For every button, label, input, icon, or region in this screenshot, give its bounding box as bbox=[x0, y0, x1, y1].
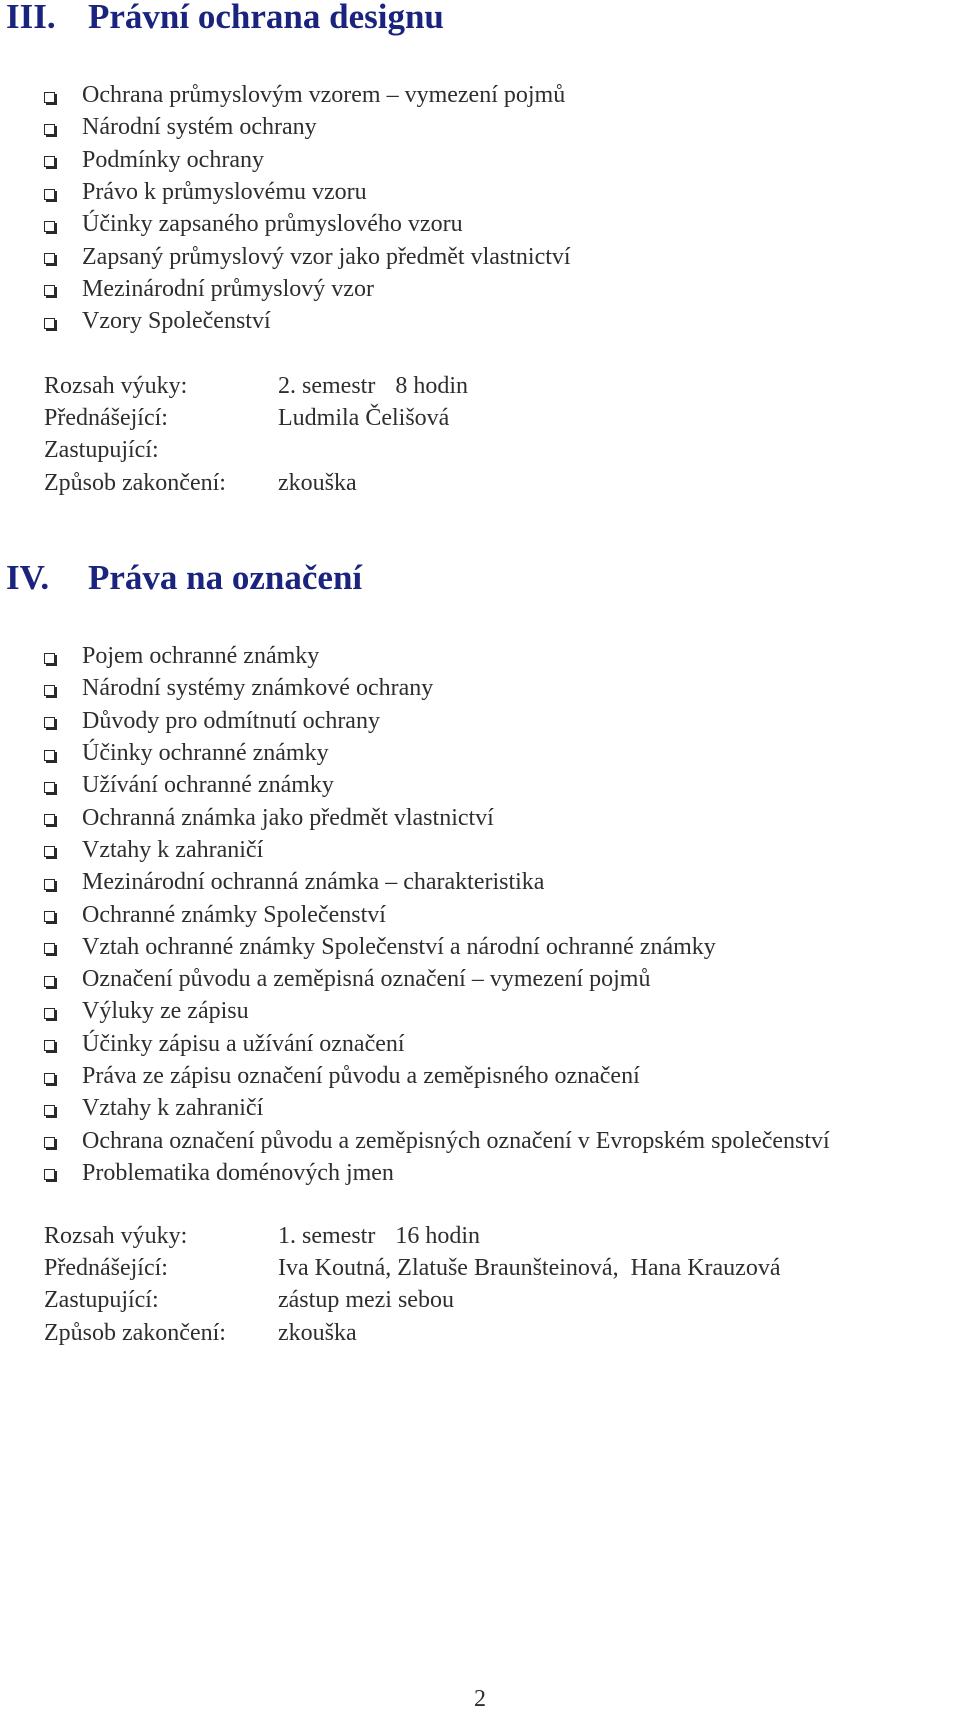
checkbox-icon bbox=[44, 221, 55, 232]
list-item-text: Práva ze zápisu označení původu a zeměpisného označení bbox=[82, 1063, 640, 1089]
substitute-value: zástup mezi sebou bbox=[278, 1287, 454, 1314]
checkbox-icon bbox=[44, 1073, 55, 1084]
info-row-substitute bbox=[44, 1285, 781, 1317]
list-item bbox=[44, 705, 830, 737]
list-item bbox=[44, 898, 830, 930]
semester-value: 2. semestr bbox=[278, 372, 376, 399]
info-label: Způsob zakončení: bbox=[44, 1319, 226, 1346]
info-label: Rozsah výuky: bbox=[44, 1222, 188, 1249]
list-item-text: Podmínky ochrany bbox=[82, 146, 264, 173]
checkbox-icon bbox=[44, 156, 55, 167]
list-item bbox=[44, 995, 830, 1027]
list-item-text: Vzory Společenství bbox=[82, 308, 271, 335]
info-row-completion bbox=[44, 467, 468, 499]
list-item-text: Mezinárodní ochranná známka – charakteristika bbox=[82, 869, 545, 896]
info-label: Rozsah výuky: bbox=[44, 372, 188, 399]
list-item bbox=[44, 963, 830, 995]
info-label: Přednášející: bbox=[44, 1254, 168, 1281]
list-item-text: Mezinárodní průmyslový vzor bbox=[82, 275, 374, 302]
section-number: IV. bbox=[6, 558, 50, 597]
list-item bbox=[44, 144, 571, 176]
info-row-substitute bbox=[44, 435, 468, 467]
checkbox-icon bbox=[44, 976, 55, 987]
list-item-text: Pojem ochranné známky bbox=[82, 643, 320, 670]
checkbox-icon bbox=[44, 1137, 55, 1148]
section-heading-iii bbox=[6, 0, 444, 37]
page-number: 2 bbox=[474, 1686, 486, 1712]
list-item-text: Označení původu a zeměpisná označení – vymezení pojmů bbox=[82, 966, 651, 993]
info-label: Zastupující: bbox=[44, 1287, 159, 1314]
topic-list-iii bbox=[44, 79, 571, 337]
list-item bbox=[44, 273, 571, 305]
checkbox-icon bbox=[44, 318, 55, 329]
course-info-iii bbox=[44, 370, 468, 499]
info-row-lecturer bbox=[44, 402, 468, 434]
list-item bbox=[44, 240, 571, 272]
checkbox-icon bbox=[44, 1008, 55, 1019]
list-item bbox=[44, 737, 830, 769]
list-item-text: Právo k průmyslovému vzoru bbox=[82, 179, 367, 206]
section-heading-iv bbox=[6, 558, 362, 598]
list-item bbox=[44, 1060, 830, 1092]
list-item bbox=[44, 1092, 830, 1124]
checkbox-icon bbox=[44, 1169, 55, 1180]
checkbox-icon bbox=[44, 1040, 55, 1051]
list-item-text: Ochrana průmyslovým vzorem – vymezení pojmů bbox=[82, 82, 566, 109]
list-item bbox=[44, 79, 571, 111]
checkbox-icon bbox=[44, 782, 55, 793]
list-item-text: Vztahy k zahraničí bbox=[82, 836, 264, 863]
info-row-scope bbox=[44, 370, 468, 402]
info-row-scope bbox=[44, 1220, 781, 1252]
lecturer-value: Ludmila Čelišová bbox=[278, 404, 450, 431]
list-item-text: Účinky zapsaného průmyslového vzoru bbox=[82, 211, 463, 238]
checkbox-icon bbox=[44, 285, 55, 296]
hours-value: 16 hodin bbox=[395, 1222, 480, 1249]
list-item bbox=[44, 208, 571, 240]
list-item-text: Vztah ochranné známky Společenství a národní ochranné známky bbox=[82, 933, 716, 960]
list-item-text: Účinky ochranné známky bbox=[82, 740, 329, 767]
list-item-text: Ochranná známka jako předmět vlastnictví bbox=[82, 804, 494, 831]
list-item bbox=[44, 1157, 830, 1189]
list-item bbox=[44, 305, 571, 337]
list-item-text: Ochrana označení původu a zeměpisných označení v Evropském společenství bbox=[82, 1127, 830, 1154]
list-item bbox=[44, 672, 830, 704]
checkbox-icon bbox=[44, 92, 55, 103]
checkbox-icon bbox=[44, 911, 55, 922]
checkbox-icon bbox=[44, 943, 55, 954]
info-label: Přednášející: bbox=[44, 404, 168, 431]
section-title: Práva na označení bbox=[88, 558, 363, 597]
topic-list-iv bbox=[44, 640, 830, 1189]
checkbox-icon bbox=[44, 879, 55, 890]
info-row-completion bbox=[44, 1317, 781, 1349]
list-item bbox=[44, 801, 830, 833]
checkbox-icon bbox=[44, 1105, 55, 1116]
lecturer-value: Iva Koutná, Zlatuše Braunšteinová, Hana Krauzová bbox=[278, 1254, 781, 1281]
completion-value: zkouška bbox=[278, 469, 357, 496]
checkbox-icon bbox=[44, 685, 55, 696]
list-item bbox=[44, 1124, 830, 1156]
list-item-text: Vztahy k zahraničí bbox=[82, 1095, 264, 1122]
hours-value: 8 hodin bbox=[395, 372, 468, 399]
course-info-iv bbox=[44, 1220, 781, 1349]
info-label: Zastupující: bbox=[44, 437, 159, 464]
list-item bbox=[44, 640, 830, 672]
info-row-lecturer bbox=[44, 1252, 781, 1284]
info-value bbox=[278, 373, 468, 400]
list-item-text: Výluky ze zápisu bbox=[82, 998, 249, 1025]
checkbox-icon bbox=[44, 717, 55, 728]
list-item-text: Zapsaný průmyslový vzor jako předmět vlastnictví bbox=[82, 243, 571, 270]
list-item-text: Ochranné známky Společenství bbox=[82, 901, 386, 928]
checkbox-icon bbox=[44, 750, 55, 761]
list-item bbox=[44, 866, 830, 898]
section-number: III. bbox=[6, 0, 56, 36]
list-item bbox=[44, 931, 830, 963]
list-item-text: Účinky zápisu a užívání označení bbox=[82, 1030, 405, 1057]
list-item-text: Národní systém ochrany bbox=[82, 114, 317, 141]
checkbox-icon bbox=[44, 814, 55, 825]
list-item bbox=[44, 834, 830, 866]
list-item-text: Národní systémy známkové ochrany bbox=[82, 675, 434, 702]
info-label: Způsob zakončení: bbox=[44, 469, 226, 496]
list-item-text: Užívání ochranné známky bbox=[82, 772, 334, 799]
list-item bbox=[44, 176, 571, 208]
info-value bbox=[278, 1223, 480, 1250]
semester-value: 1. semestr bbox=[278, 1222, 376, 1249]
list-item-text: Důvody pro odmítnutí ochrany bbox=[82, 707, 380, 734]
list-item bbox=[44, 111, 571, 143]
list-item bbox=[44, 769, 830, 801]
list-item bbox=[44, 1028, 830, 1060]
completion-value: zkouška bbox=[278, 1319, 357, 1346]
checkbox-icon bbox=[44, 124, 55, 135]
checkbox-icon bbox=[44, 846, 55, 857]
checkbox-icon bbox=[44, 253, 55, 264]
checkbox-icon bbox=[44, 189, 55, 200]
section-title: Právní ochrana designu bbox=[88, 0, 444, 36]
checkbox-icon bbox=[44, 653, 55, 664]
list-item-text: Problematika doménových jmen bbox=[82, 1159, 394, 1186]
